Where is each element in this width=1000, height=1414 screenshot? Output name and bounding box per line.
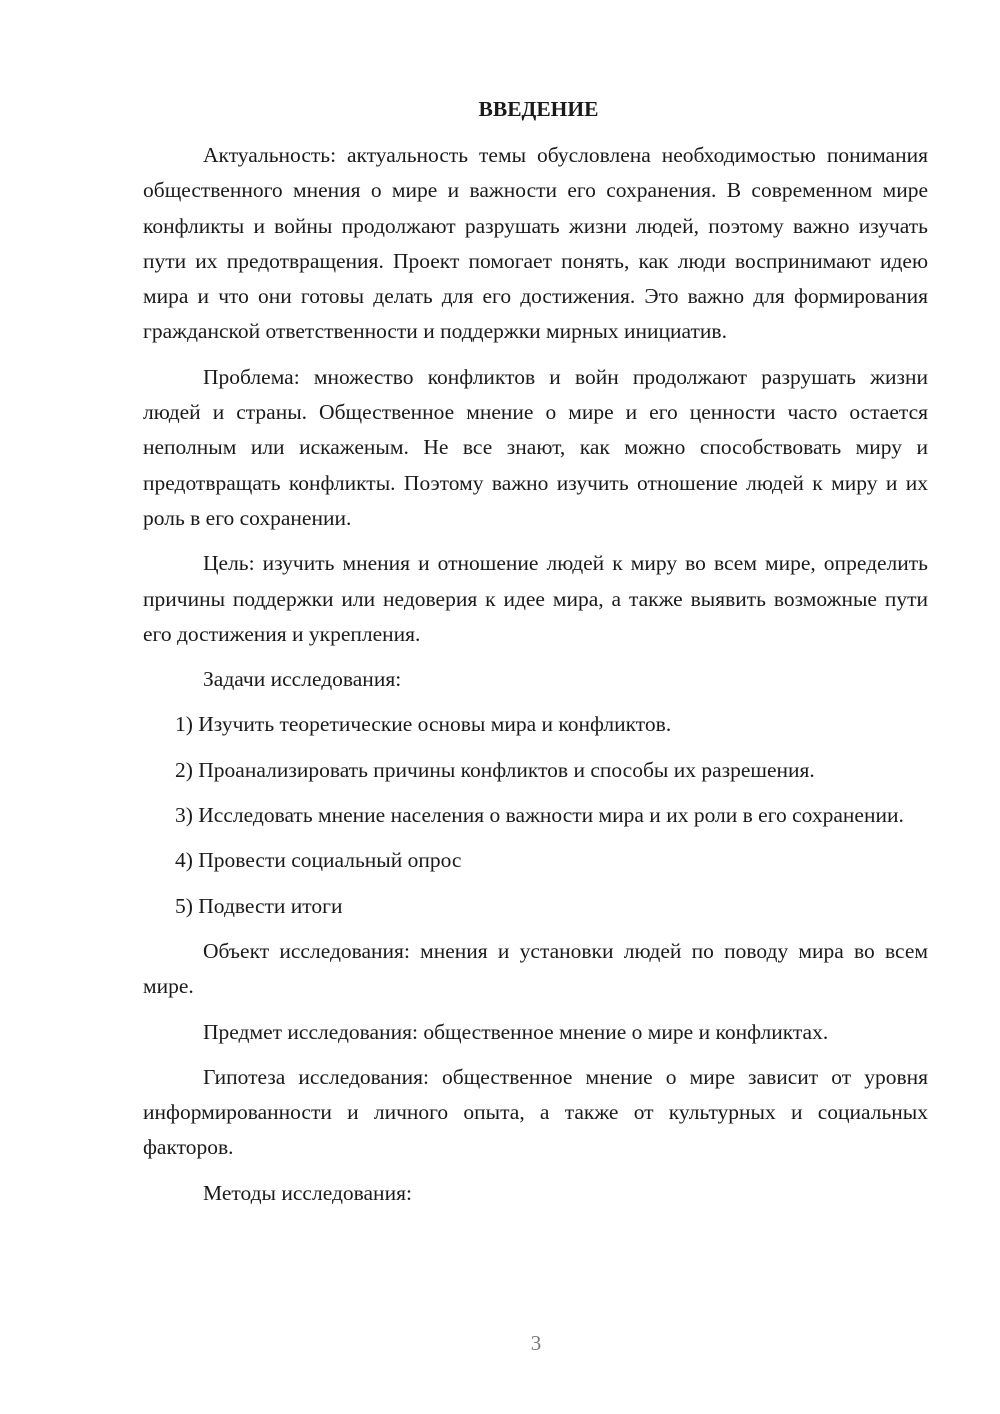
task-item-3: 3) Исследовать мнение населения о важности мира и их роли в его сохранении. [175, 803, 904, 828]
task-item-2: 2) Проанализировать причины конфликтов и способы их разрешения. [175, 757, 815, 782]
task-item-4: 4) Провести социальный опрос [175, 848, 462, 873]
paragraph-relevance: Актуальность: актуальность темы обусловлена необходимостью понимания общественного мнения о мире и важности его сохранения. В современном мире конфликты и войны продолжают разрушать жизни людей, поэтому важно изучать пути их предотвращения. Проект помогает понять, как люди воспринимают идею мира и что они готовы делать для его достижения. Это важно для формирования гражданской ответственности и поддержки мирных инициатив. [143, 143, 928, 344]
paragraph-goal: Цель: изучить мнения и отношение людей к миру во всем мире, определить причины поддержки или недоверия к идее мира, а также выявить возможные пути его достижения и укрепления. [143, 551, 928, 646]
task-item-5: 5) Подвести итоги [175, 893, 343, 918]
paragraph-subject: Предмет исследования: общественное мнение о мире и конфликтах. [203, 1019, 829, 1044]
task-item-1: 1) Изучить теоретические основы мира и конфликтов. [175, 712, 672, 737]
paragraph-object: Объект исследования: мнения и установки людей по поводу мира во всем мире. [143, 938, 928, 999]
paragraph-hypothesis: Гипотеза исследования: общественное мнение о мире зависит от уровня информированности и личного опыта, а также от культурных и социальных факторов. [143, 1064, 928, 1160]
document-page [143, 92, 928, 1221]
methods-heading: Методы исследования: [203, 1180, 412, 1205]
page-number: 3 [530, 1331, 542, 1355]
document-title: ВВЕДЕНИЕ [478, 97, 599, 121]
tasks-heading: Задачи исследования: [203, 667, 402, 692]
paragraph-problem: Проблема: множество конфликтов и войн продолжают разрушать жизни людей и страны. Общественное мнение о мире и его ценности часто остается неполным или искаженым. Не все знают, как можно способствовать миру и предотвращать конфликты. Поэтому важно изучить отношение людей к миру и их роль в его сохранении. [143, 364, 928, 530]
